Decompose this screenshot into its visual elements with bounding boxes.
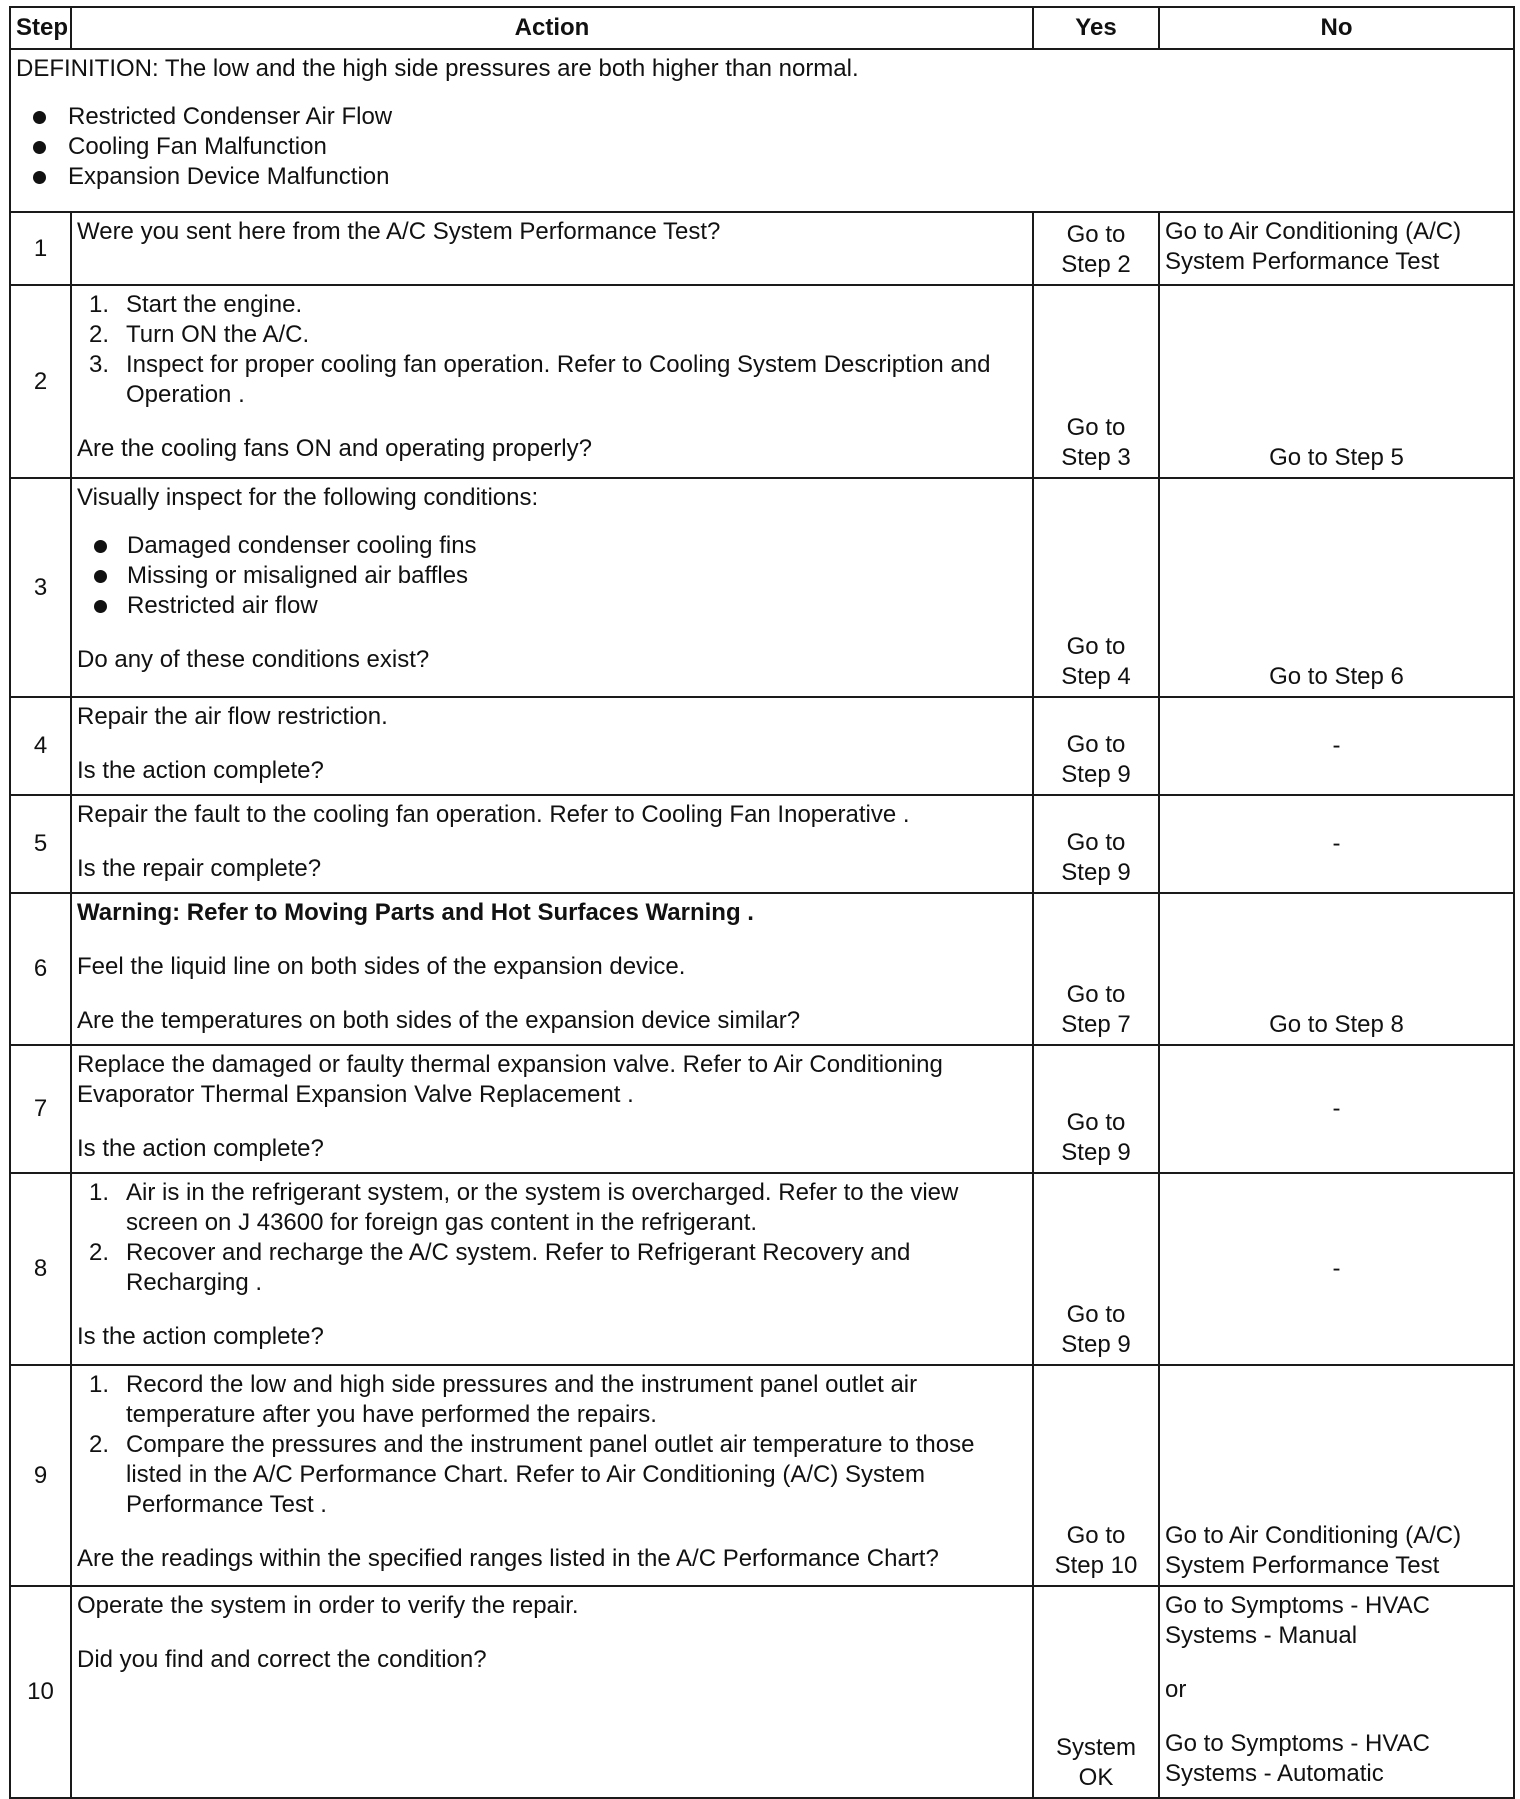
question-text: Is the action complete?: [77, 757, 324, 784]
list-item: 2. Turn ON the A/C.: [89, 321, 310, 348]
action-cell: [71, 1586, 1033, 1798]
table-row: [10, 795, 1514, 893]
list-item: Expansion Device Malfunction: [16, 162, 1508, 192]
step-number: 1: [10, 212, 71, 285]
step-number: 3: [10, 478, 71, 697]
list-item: 1. Start the engine.: [89, 291, 303, 318]
yes-cell: Go to Step 9: [1033, 795, 1159, 893]
bullet-icon: [94, 570, 107, 583]
list-item: 1. Record the low and high side pressures and the instrument panel outlet air temperature after you have performed the repairs.: [89, 1371, 918, 1428]
question-text: Are the cooling fans ON and operating properly?: [77, 435, 592, 462]
no-option-automatic: Go to Symptoms - HVAC Systems - Automatic: [1165, 1730, 1430, 1787]
list-item: Restricted Condenser Air Flow: [16, 102, 1508, 132]
no-cell: -: [1159, 795, 1514, 893]
step-number: 2: [10, 285, 71, 478]
question-text: Are the readings within the specified ranges listed in the A/C Performance Chart?: [77, 1545, 939, 1572]
yes-cell: System OK: [1033, 1586, 1159, 1798]
list-item: 3. Inspect for proper cooling fan operation. Refer to Cooling System Description and Operation .: [89, 351, 991, 408]
table-row: [10, 285, 1514, 478]
bullet-icon: [94, 540, 107, 553]
question-text: Is the repair complete?: [77, 855, 322, 882]
no-cell: Go to Step 8: [1159, 893, 1514, 1045]
yes-cell: Go to Step 4: [1033, 478, 1159, 697]
action-cell: [71, 285, 1033, 478]
yes-cell: Go to Step 7: [1033, 893, 1159, 1045]
yes-cell: Go to Step 10: [1033, 1365, 1159, 1586]
header-yes: Yes: [1033, 7, 1159, 49]
bullet-icon: [33, 171, 46, 184]
table-row: [10, 893, 1514, 1045]
diagnostic-table: [9, 6, 1515, 1799]
step-number: 10: [10, 1586, 71, 1798]
bullet-icon: [94, 600, 107, 613]
intro-text: Repair the air flow restriction.: [77, 703, 388, 730]
definition-text: DEFINITION: The low and the high side pressures are both higher than normal.: [16, 55, 859, 82]
yes-cell: Go to Step 3: [1033, 285, 1159, 478]
yes-cell: Go to Step 2: [1033, 212, 1159, 285]
definition-cell: [10, 49, 1514, 212]
yes-cell: Go to Step 9: [1033, 1045, 1159, 1173]
action-cell: [71, 1173, 1033, 1365]
list-item: 2. Compare the pressures and the instrument panel outlet air temperature to those listed in the A/C Performance Chart. Refer to Air Conditioning (A/C) System Performance Test .: [89, 1431, 975, 1518]
no-cell: -: [1159, 1045, 1514, 1173]
list-item: Cooling Fan Malfunction: [16, 132, 1508, 162]
numbered-list: [77, 1178, 1027, 1298]
table-row: [10, 1365, 1514, 1586]
question-text: Do any of these conditions exist?: [77, 646, 430, 673]
intro-text: Replace the damaged or faulty thermal expansion valve. Refer to Air Conditioning Evaporator Thermal Expansion Valve Replacement .: [77, 1051, 943, 1108]
no-cell: -: [1159, 697, 1514, 795]
no-cell: Go to Step 6: [1159, 478, 1514, 697]
step-number: 6: [10, 893, 71, 1045]
definition-row: [10, 49, 1514, 212]
question-text: Is the action complete?: [77, 1135, 324, 1162]
action-cell: [71, 893, 1033, 1045]
list-item: 1. Air is in the refrigerant system, or the system is overcharged. Refer to the view screen on J 43600 for foreign gas content in the refrigerant.: [89, 1179, 959, 1236]
conditions-list: [77, 531, 1027, 621]
question-text: Is the action complete?: [77, 1323, 324, 1350]
bullet-icon: [33, 111, 46, 124]
no-cell: Go to Air Conditioning (A/C) System Performance Test: [1159, 1365, 1514, 1586]
header-action: Action: [71, 7, 1033, 49]
list-item: 2. Recover and recharge the A/C system. Refer to Refrigerant Recovery and Recharging .: [89, 1239, 911, 1296]
table-row: [10, 1173, 1514, 1365]
intro-text: Repair the fault to the cooling fan operation. Refer to Cooling Fan Inoperative .: [77, 801, 910, 828]
definition-bullets: [16, 102, 1508, 192]
header-no: No: [1159, 7, 1514, 49]
question-text: Are the temperatures on both sides of the expansion device similar?: [77, 1007, 801, 1034]
question-text: Did you find and correct the condition?: [77, 1646, 487, 1673]
header-row: [10, 7, 1514, 49]
question-text: Were you sent here from the A/C System Performance Test?: [77, 218, 721, 245]
step-number: 8: [10, 1173, 71, 1365]
header-step: Step: [10, 7, 71, 49]
yes-cell: Go to Step 9: [1033, 1173, 1159, 1365]
no-cell: -: [1159, 1173, 1514, 1365]
no-option-manual: Go to Symptoms - HVAC Systems - Manual: [1165, 1592, 1430, 1649]
table-row: [10, 1045, 1514, 1173]
numbered-list: [77, 1370, 1027, 1520]
bullet-icon: [33, 141, 46, 154]
action-cell: [71, 1365, 1033, 1586]
intro-text: Feel the liquid line on both sides of the expansion device.: [77, 953, 686, 980]
no-cell: Go to Step 5: [1159, 285, 1514, 478]
list-item: Missing or misaligned air baffles: [77, 561, 1027, 591]
intro-text: Visually inspect for the following conditions:: [77, 484, 539, 511]
step-number: 7: [10, 1045, 71, 1173]
action-cell: [71, 697, 1033, 795]
list-item: Damaged condenser cooling fins: [77, 531, 1027, 561]
action-cell: [71, 478, 1033, 697]
numbered-list: [77, 290, 1027, 410]
step-number: 5: [10, 795, 71, 893]
yes-cell: Go to Step 9: [1033, 697, 1159, 795]
no-cell: [1159, 1586, 1514, 1798]
warning-text: Warning: Refer to Moving Parts and Hot Surfaces Warning .: [77, 899, 754, 926]
step-number: 4: [10, 697, 71, 795]
no-cell: Go to Air Conditioning (A/C) System Performance Test: [1159, 212, 1514, 285]
step-number: 9: [10, 1365, 71, 1586]
table-row: [10, 478, 1514, 697]
no-option-or: or: [1165, 1676, 1187, 1703]
action-cell: [71, 212, 1033, 285]
table-row: [10, 697, 1514, 795]
table-row: [10, 212, 1514, 285]
list-item: Restricted air flow: [77, 591, 1027, 621]
action-cell: [71, 795, 1033, 893]
table-row: [10, 1586, 1514, 1798]
intro-text: Operate the system in order to verify the repair.: [77, 1592, 579, 1619]
action-cell: [71, 1045, 1033, 1173]
